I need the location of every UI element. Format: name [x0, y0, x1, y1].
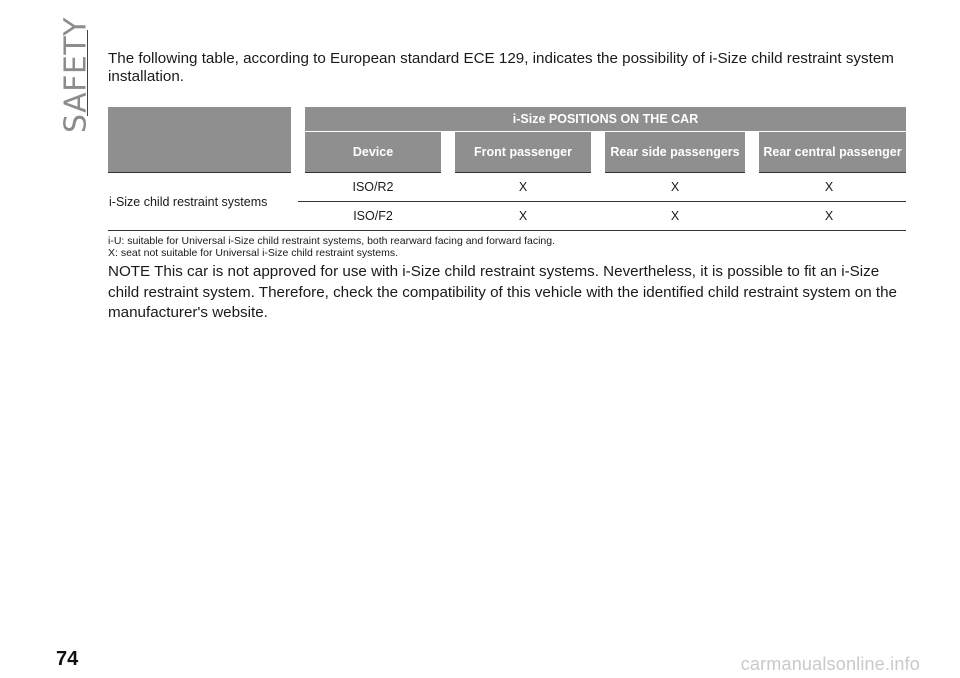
device-cell: ISO/F2 [298, 202, 448, 231]
table-corner-cell [108, 107, 298, 173]
table-row [108, 173, 906, 202]
section-tab-label: SAFETY [58, 17, 94, 133]
intro-paragraph: The following table, according to European standard ECE 129, indicates the possibility of i-Size child restraint system installation. [108, 50, 894, 85]
rear-side-cell: X [598, 173, 752, 202]
table-legend [108, 235, 908, 259]
page-number: 74 [56, 648, 79, 670]
row-label: i-Size child restraint systems [108, 173, 298, 231]
column-header-front-passenger: Front passenger [448, 132, 598, 173]
isize-positions-table [108, 107, 906, 231]
column-header-rear-side-passengers: Rear side passengers [598, 132, 752, 173]
note-paragraph: NOTE This car is not approved for use with i-Size child restraint systems. Nevertheless, it is possible to fit an i-Size child restraint system. Therefore, check the compatibility of this vehicle with the identified child restraint system on the manufacturer's website. [108, 263, 897, 321]
column-header-device: Device [298, 132, 448, 173]
front-passenger-cell: X [448, 173, 598, 202]
watermark: carmanualsonline.info [740, 654, 920, 674]
legend-item: X: seat not suitable for Universal i-Size child restraint systems. [108, 247, 399, 259]
table-group-header: i-Size POSITIONS ON THE CAR [298, 107, 906, 132]
legend-item: i-U: suitable for Universal i-Size child restraint systems, both rearward facing and forward facing. [108, 235, 556, 247]
rear-side-cell: X [598, 202, 752, 231]
rear-central-cell: X [752, 173, 906, 202]
device-cell: ISO/R2 [298, 173, 448, 202]
column-header-rear-central-passenger: Rear central passenger [752, 132, 906, 173]
section-tab [56, 17, 94, 133]
front-passenger-cell: X [448, 202, 598, 231]
rear-central-cell: X [752, 202, 906, 231]
